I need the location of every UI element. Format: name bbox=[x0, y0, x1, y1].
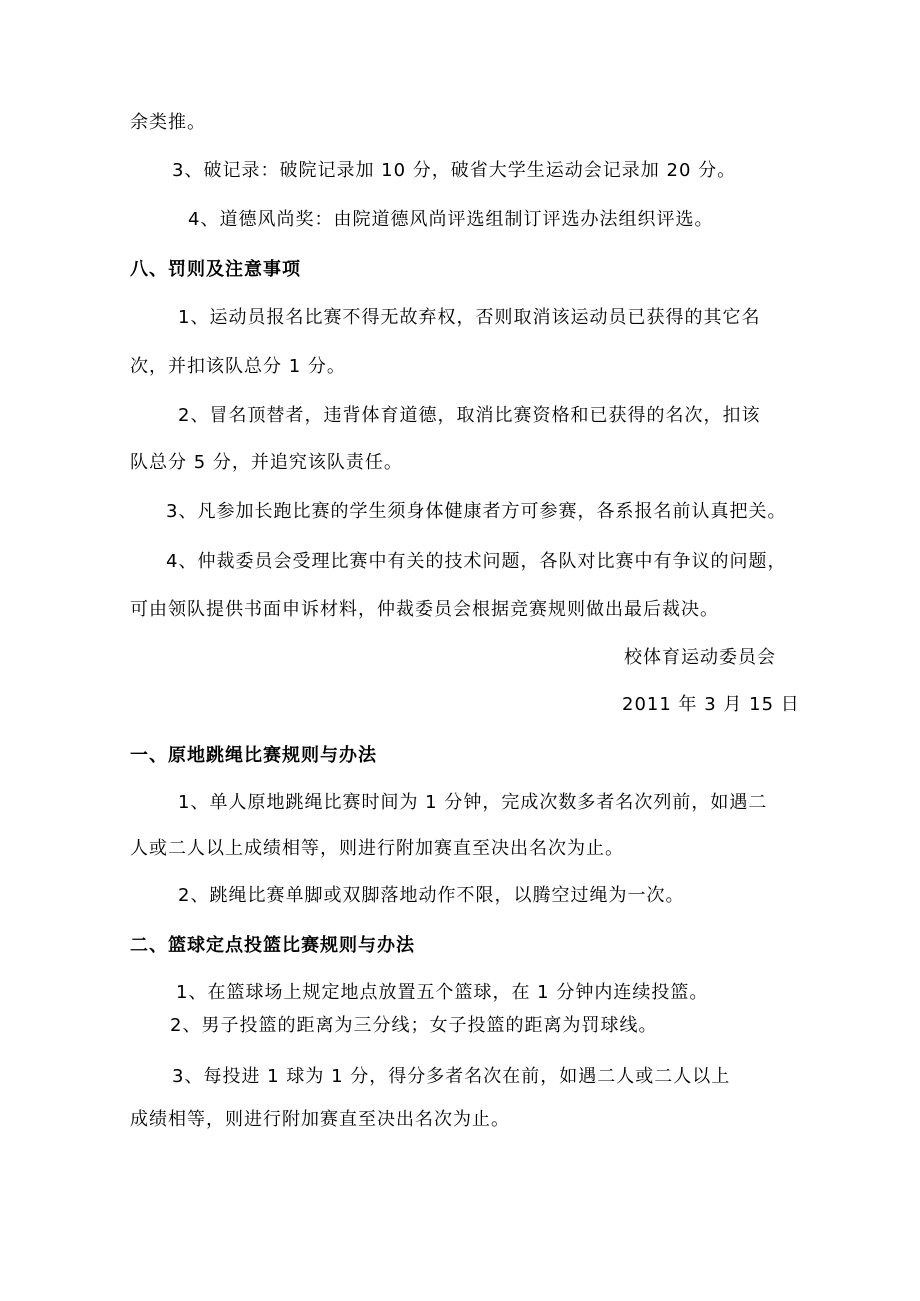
section-heading: 八、罚则及注意事项 bbox=[130, 259, 301, 280]
section-heading: 二、篮球定点投篮比赛规则与办法 bbox=[130, 935, 415, 956]
text-line: 3、破记录：破院记录加 10 分，破省大学生运动会记录加 20 分。 bbox=[172, 160, 737, 181]
section-heading: 一、原地跳绳比赛规则与办法 bbox=[130, 745, 377, 766]
text-line: 2、男子投篮的距离为三分线；女子投篮的距离为罚球线。 bbox=[170, 1015, 658, 1036]
text-line: 1、在篮球场上规定地点放置五个篮球，在 1 分钟内连续投篮。 bbox=[176, 982, 709, 1003]
signature-organization: 校体育运动委员会 bbox=[624, 647, 776, 668]
text-line: 队总分 5 分，并追究该队责任。 bbox=[130, 452, 403, 473]
text-line: 可由领队提供书面申诉材料，仲裁委员会根据竞赛规则做出最后裁决。 bbox=[130, 599, 719, 620]
text-line: 余类推。 bbox=[130, 112, 206, 133]
text-line: 3、凡参加长跑比赛的学生须身体健康者方可参赛，各系报名前认真把关。 bbox=[166, 501, 787, 522]
text-line: 2、冒名顶替者，违背体育道德，取消比赛资格和已获得的名次，扣该 bbox=[178, 405, 761, 426]
text-line: 3、每投进 1 球为 1 分，得分多者名次在前，如遇二人或二人以上 bbox=[172, 1066, 731, 1087]
signature-date: 2011 年 3 月 15 日 bbox=[622, 694, 800, 715]
text-line: 4、仲裁委员会受理比赛中有关的技术问题，各队对比赛中有争议的问题， bbox=[166, 551, 787, 572]
text-line: 人或二人以上成绩相等，则进行附加赛直至决出名次为止。 bbox=[130, 838, 624, 859]
text-line: 4、道德风尚奖：由院道德风尚评选组制订评选办法组织评选。 bbox=[188, 209, 714, 230]
text-line: 次，并扣该队总分 1 分。 bbox=[130, 356, 346, 377]
text-line: 成绩相等，则进行附加赛直至决出名次为止。 bbox=[130, 1109, 510, 1130]
text-line: 1、单人原地跳绳比赛时间为 1 分钟，完成次数多者名次列前，如遇二 bbox=[178, 792, 768, 813]
text-line: 2、跳绳比赛单脚或双脚落地动作不限，以腾空过绳为一次。 bbox=[178, 885, 685, 906]
text-line: 1、运动员报名比赛不得无故弃权，否则取消该运动员已获得的其它名 bbox=[178, 307, 761, 328]
